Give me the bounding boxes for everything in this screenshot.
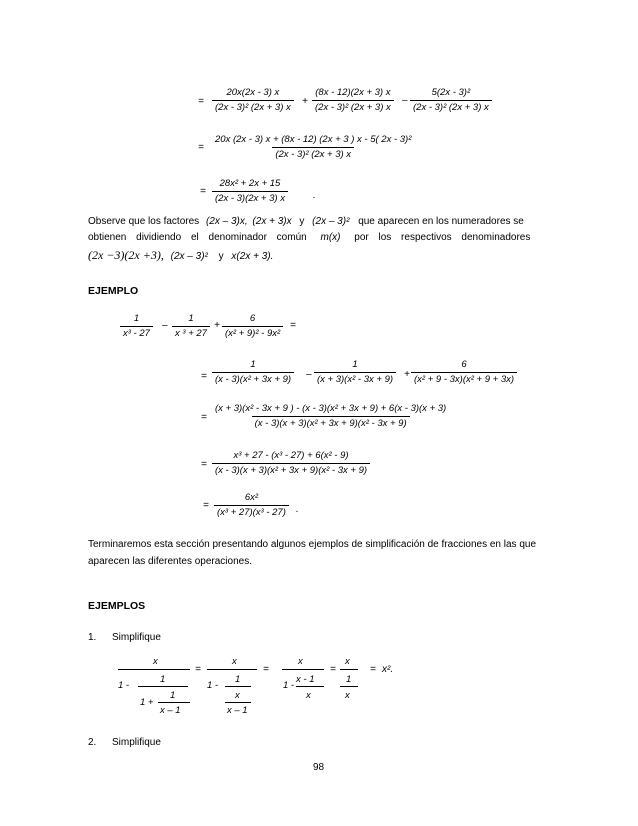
denominator: (x - 3)(x² + 3x + 9)	[212, 372, 294, 385]
denominator: (2x - 3)² (2x + 3) x	[410, 100, 492, 113]
period: .	[313, 190, 316, 201]
paragraph-line-2: obtienen dividiendo el denominador común m(x) por los respectivos denominadores	[88, 232, 531, 243]
period: .	[296, 504, 299, 515]
denominator: (x² + 9 - 3x)(x² + 9 + 3x)	[411, 372, 517, 385]
denominator: x ³ + 27	[172, 326, 210, 339]
numerator: 20x (2x - 3) x + (8x - 12) (2x + 3 ) x - 5( 2x - 3)²	[215, 134, 412, 145]
numerator: 1	[352, 359, 358, 370]
numerator: 6x²	[244, 492, 259, 503]
fraction-simplified	[212, 451, 370, 475]
expr1-inner-bar	[138, 686, 188, 687]
numerator: 1	[250, 359, 256, 370]
expr2-main-bar	[207, 669, 257, 670]
fraction-result	[214, 493, 289, 517]
list-number: 2.	[88, 737, 97, 748]
numerator: (x + 3)(x² - 3x + 9 ) - (x - 3)(x² + 3x + 9) + 6(x - 3)(x + 3)	[215, 403, 447, 414]
denominator: (x - 3)(x + 3)(x² + 3x + 9)(x² - 3x + 9)	[252, 416, 410, 429]
expr1-deep-bar	[158, 702, 190, 703]
expr2-numerator: x	[232, 656, 237, 667]
equals-sign: =	[201, 459, 207, 470]
expr1-numerator: x	[153, 656, 158, 667]
expr4-numerator: x	[345, 656, 350, 667]
denominator: (x³ + 27)(x³ - 27)	[214, 505, 289, 518]
denominator: (x - 3)(x + 3)(x² + 3x + 9)(x² - 3x + 9)	[212, 463, 370, 476]
expr2-one-minus: 1 -	[207, 680, 219, 691]
denominator: (x + 3)(x² - 3x + 9)	[314, 372, 396, 385]
equals-sign: =	[330, 664, 336, 675]
denominator: x³ - 27	[120, 326, 153, 339]
expr4-inner-bar	[340, 686, 358, 687]
numerator: (8x - 12)(2x + 3) x	[315, 87, 391, 98]
fraction-1	[212, 360, 294, 384]
fraction-result	[212, 179, 288, 203]
plus-sign: +	[404, 369, 410, 380]
expr3-numerator: x	[298, 656, 303, 667]
expr1-main-bar	[118, 669, 190, 670]
expr4-main-bar	[340, 669, 358, 670]
paragraph-line-1: Observe que los factores (2x – 3)x, (2x + 3)x y (2x – 3)² que aparecen en los numeradores se	[88, 216, 524, 227]
numerator: 1	[188, 313, 194, 324]
equals-sign: =	[370, 664, 376, 675]
equals-sign: =	[198, 96, 204, 107]
expr4-inner-den: x	[345, 690, 350, 701]
plus-sign: +	[214, 320, 220, 331]
numerator: 1	[133, 313, 140, 324]
expr3-main-bar	[282, 669, 324, 670]
expr1-deep-num: 1	[170, 690, 176, 701]
fraction-combined	[212, 135, 414, 159]
paragraph-line-3: (2x −3)(2x +3), (2x – 3)² y x(2x + 3).	[88, 248, 274, 262]
expr1-one-plus: 1 +	[140, 697, 154, 708]
list-number: 1.	[88, 632, 97, 643]
fraction-1	[120, 314, 153, 338]
expr1-one-minus: 1 -	[118, 680, 130, 691]
expr3-inner-bar	[296, 686, 324, 687]
numerator: x³ + 27 - (x³ - 27) + 6(x² - 9)	[233, 450, 349, 461]
plus-sign: +	[302, 96, 308, 107]
expr3-inner-den: x	[306, 690, 311, 701]
list-text: Simplifique	[112, 737, 161, 748]
numerator: 5(2x - 3)²	[431, 87, 471, 98]
equals-sign: =	[290, 320, 296, 331]
result: x².	[382, 664, 394, 675]
fraction-3	[222, 314, 283, 338]
numerator: 6	[461, 359, 467, 370]
section-heading: EJEMPLOS	[88, 600, 146, 612]
minus-sign: –	[402, 95, 408, 106]
minus-sign: –	[162, 320, 168, 331]
equals-sign: =	[195, 664, 201, 675]
expr2-deep-den: x – 1	[227, 705, 248, 716]
fraction-3	[411, 360, 517, 384]
expr1-deep-den: x – 1	[160, 705, 181, 716]
expr2-x: x	[235, 690, 240, 701]
denominator: (2x - 3)² (2x + 3) x	[312, 100, 394, 113]
denominator: (x² + 9)² - 9x²	[222, 326, 283, 339]
equals-sign: =	[263, 664, 269, 675]
fraction-1	[212, 88, 294, 112]
minus-sign: –	[306, 369, 312, 380]
fraction-3	[410, 88, 492, 112]
fraction-2	[314, 360, 396, 384]
page-number: 98	[313, 762, 325, 773]
paragraph-line-1: Terminaremos esta sección presentando algunos ejemplos de simplificación de fracciones en las que	[88, 539, 537, 550]
denominator: (2x - 3)² (2x + 3) x	[272, 147, 354, 160]
expr4-inner-num: 1	[346, 674, 352, 685]
expr2-deep-bar	[225, 702, 251, 703]
list-text: Simplifique	[112, 632, 161, 643]
expr2-inner-num: 1	[235, 674, 241, 685]
expr3-inner-num: x - 1	[296, 674, 315, 685]
fraction-2	[312, 88, 394, 112]
equals-sign: =	[201, 412, 207, 423]
fraction-2	[172, 314, 210, 338]
numerator: 6	[249, 313, 256, 324]
expr1-inner-num: 1	[160, 674, 166, 685]
expr3-one-minus: 1 -	[283, 680, 295, 691]
numerator: 20x(2x - 3) x	[226, 87, 280, 98]
equals-sign: =	[200, 186, 206, 197]
equals-sign: =	[201, 371, 207, 382]
equals-sign: =	[203, 500, 209, 511]
section-heading: EJEMPLO	[88, 285, 139, 297]
fraction-combined	[212, 404, 449, 428]
expr2-inner-bar	[225, 686, 251, 687]
paragraph-line-2: aparecen las diferentes operaciones.	[88, 556, 252, 567]
numerator: 28x² + 2x + 15	[219, 178, 281, 189]
denominator: (2x - 3)² (2x + 3) x	[212, 100, 294, 113]
equals-sign: =	[198, 142, 204, 153]
denominator: (2x - 3)(2x + 3) x	[212, 191, 288, 204]
